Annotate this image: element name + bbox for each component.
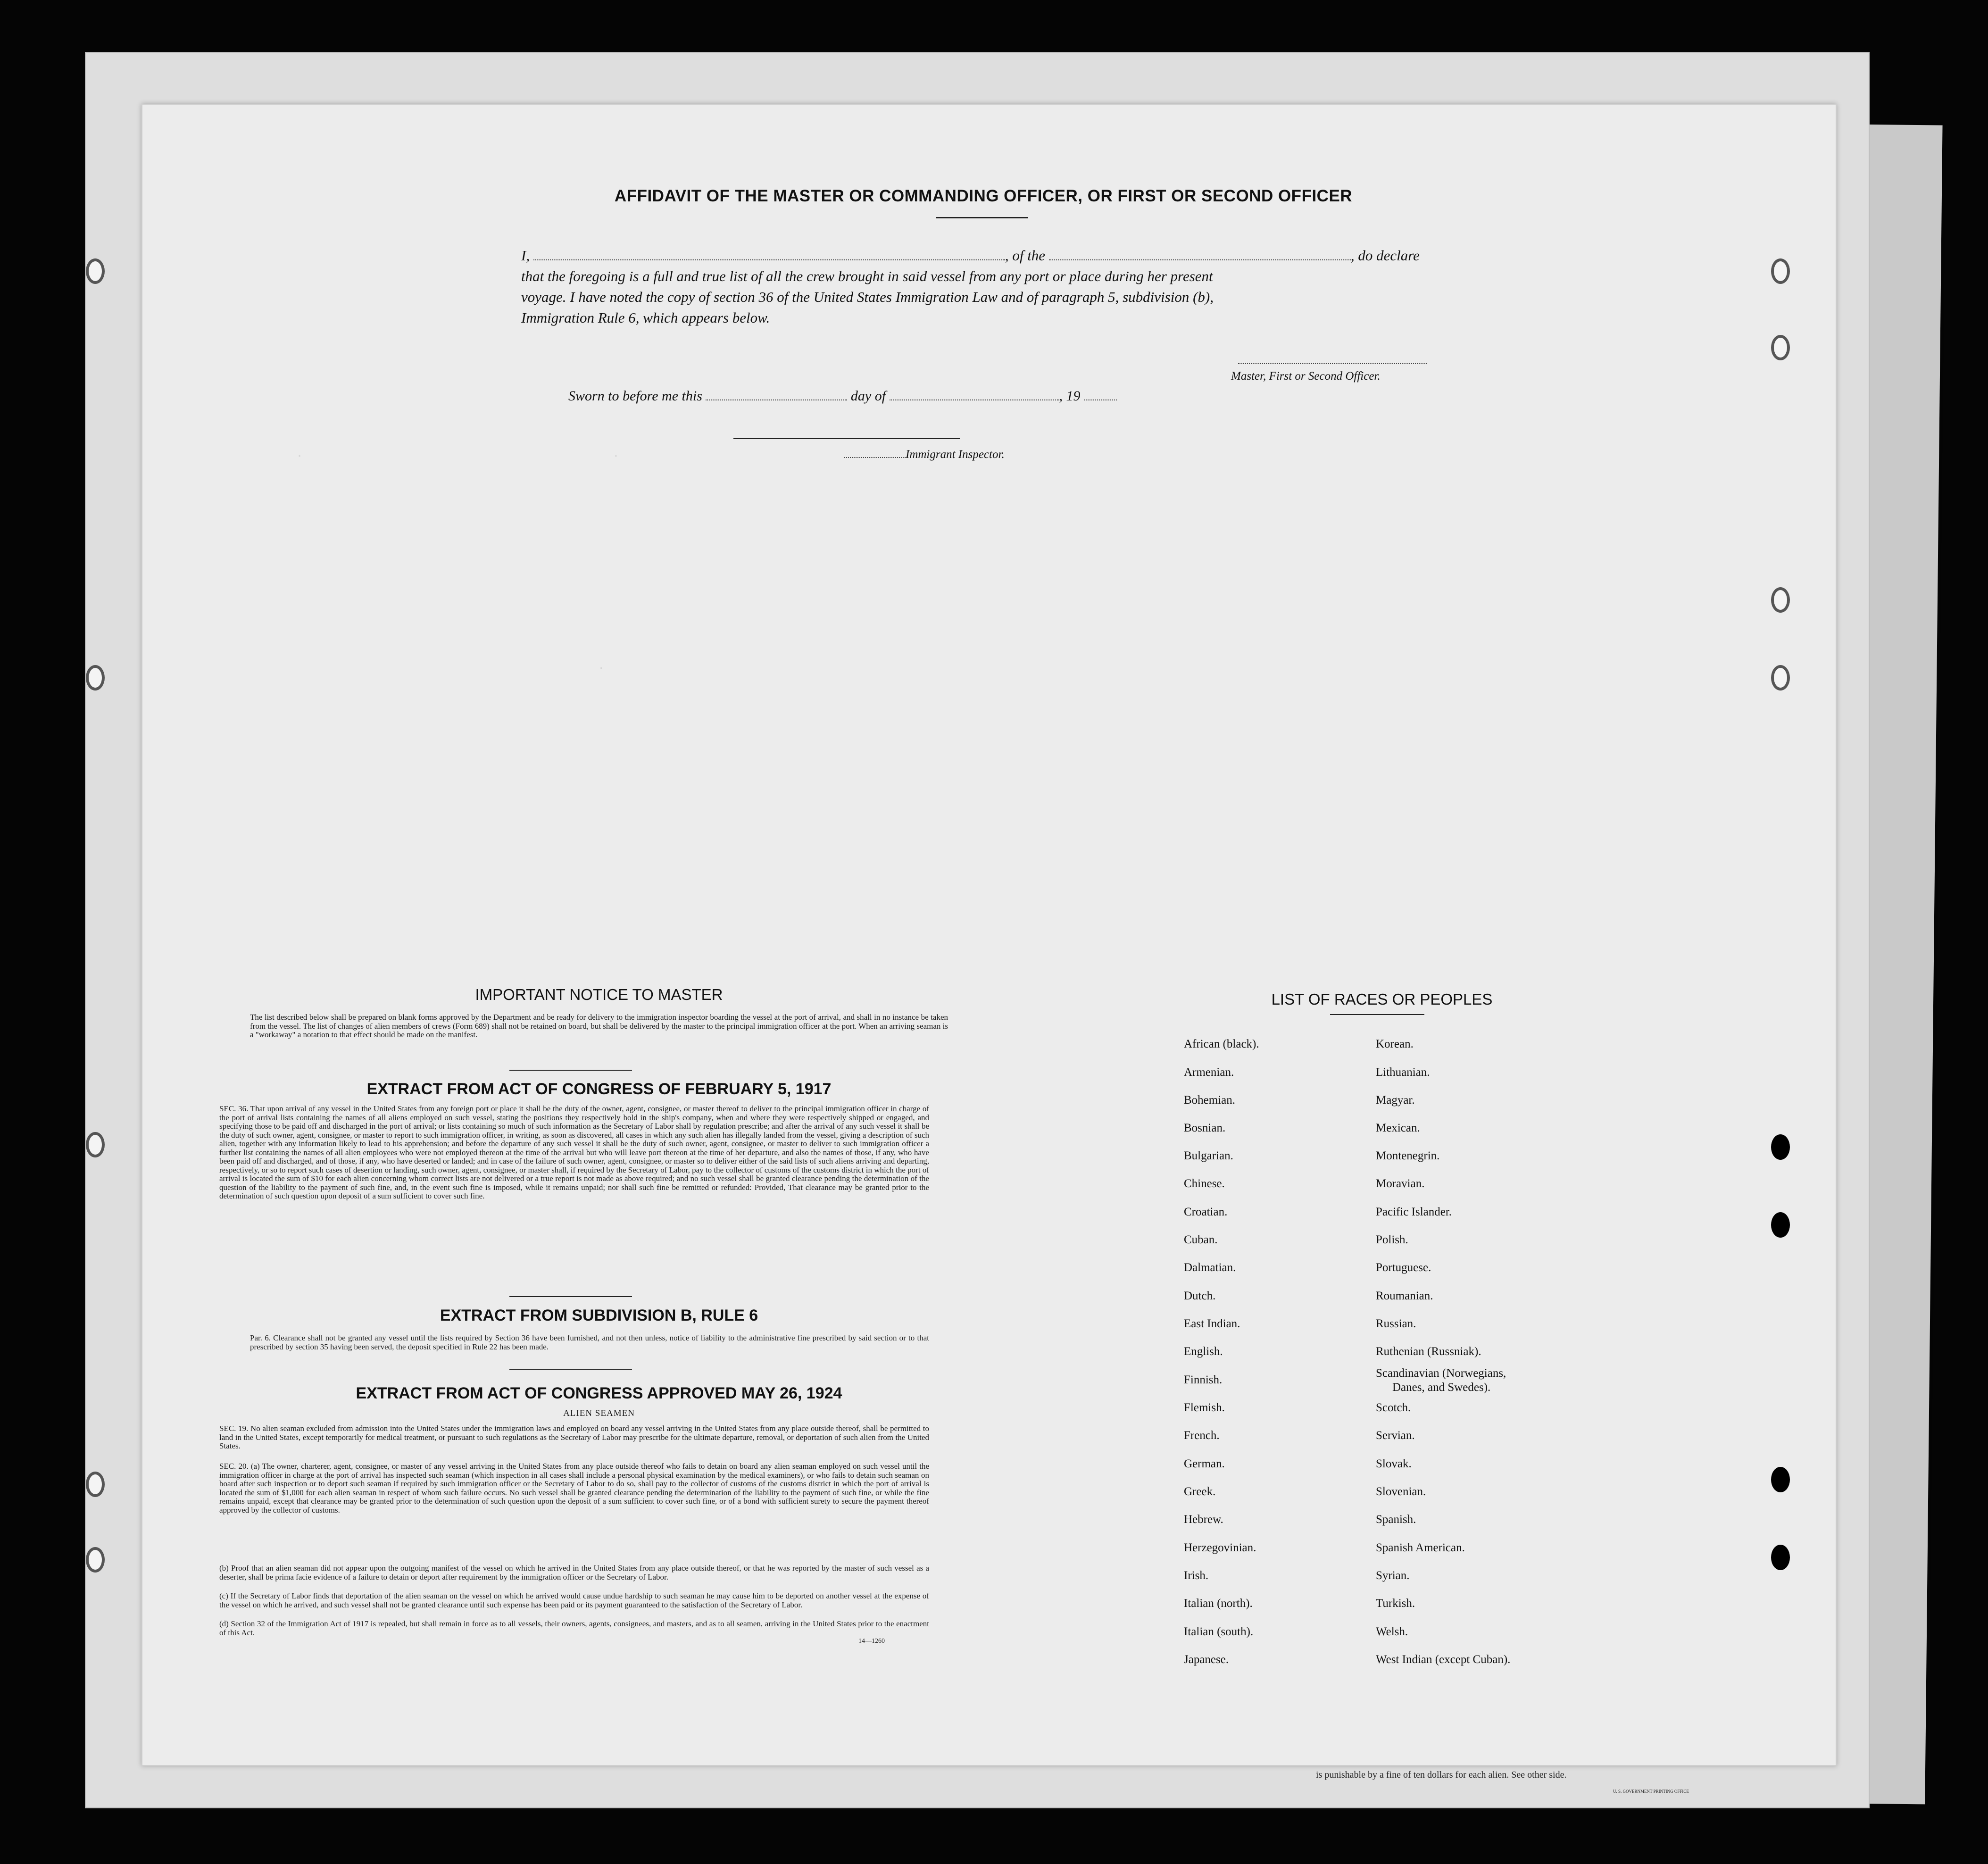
race-item: Bosnian. xyxy=(1184,1122,1226,1134)
binder-hole xyxy=(1771,335,1790,360)
race-item: Finnish. xyxy=(1184,1373,1223,1386)
binder-hole xyxy=(1771,258,1790,284)
race-item: Bohemian. xyxy=(1184,1094,1236,1107)
race-item: East Indian. xyxy=(1184,1317,1240,1330)
sworn-day-blank[interactable] xyxy=(706,399,847,400)
race-item: Flemish. xyxy=(1184,1401,1225,1414)
affidavit-of-the: , of the xyxy=(1005,247,1046,264)
race-item: Armenian. xyxy=(1184,1066,1234,1079)
race-item: Danes, and Swedes). xyxy=(1392,1381,1491,1394)
race-item: Irish. xyxy=(1184,1569,1209,1582)
name-blank[interactable] xyxy=(533,259,1005,260)
affidavit-i: I, xyxy=(521,247,530,264)
binder-hole xyxy=(1771,665,1790,691)
binder-hole xyxy=(86,1547,105,1573)
race-item: Slovenian. xyxy=(1376,1485,1426,1498)
race-item: Dalmatian. xyxy=(1184,1261,1236,1274)
section-rule xyxy=(509,1369,632,1370)
race-item: Portuguese. xyxy=(1376,1261,1431,1274)
race-item: Lithuanian. xyxy=(1376,1066,1430,1079)
affidavit-first-line xyxy=(521,245,1464,266)
affidavit-line-2: that the foregoing is a full and true list of all the crew brought in said vessel from any port or place during her present xyxy=(521,268,1213,284)
race-item: Korean. xyxy=(1376,1038,1414,1050)
binder-hole xyxy=(86,258,105,284)
race-item: Greek. xyxy=(1184,1485,1216,1498)
inspector-dots xyxy=(844,457,906,458)
race-item: Herzegovinian. xyxy=(1184,1541,1256,1554)
bleed-through-row: · · xyxy=(171,449,620,463)
race-item: Scandinavian (Norwegians, xyxy=(1376,1367,1506,1380)
race-item: Roumanian. xyxy=(1376,1290,1433,1302)
race-item: Magyar. xyxy=(1376,1094,1415,1107)
sec20d-text: (d) Section 32 of the Immigration Act of 1917 is repealed, but shall remain in force as to all vessels, their owners, agents, consignees, and masters, and as to all seamen, arriving in the United States prior to the enactment of this Act. xyxy=(219,1619,929,1637)
race-item: Dutch. xyxy=(1184,1290,1216,1302)
race-item: Welsh. xyxy=(1376,1625,1408,1638)
section-rule xyxy=(509,1296,632,1297)
races-title: LIST OF RACES OR PEOPLES xyxy=(1271,990,1493,1008)
race-item: Bulgarian. xyxy=(1184,1149,1233,1162)
sworn-month-blank[interactable] xyxy=(890,399,1059,400)
sworn-label: Sworn to before me this xyxy=(568,388,702,404)
race-item: African (black). xyxy=(1184,1038,1259,1050)
form-number: 14—1260 xyxy=(858,1638,885,1645)
extract-1924-title: EXTRACT FROM ACT OF CONGRESS APPROVED MAY 26, 1924 xyxy=(356,1384,842,1402)
race-item: Moravian. xyxy=(1376,1177,1425,1190)
rule6-text: Par. 6. Clearance shall not be granted any vessel until the lists required by Section 36 have been furnished, and not then unless, notice of liability to the administrative fine prescribed by said section or to that prescribed by section 35 having been served, the deposit specified in Rule 22 has been made. xyxy=(250,1333,929,1351)
race-item: Turkish. xyxy=(1376,1597,1415,1610)
races-rule xyxy=(1330,1014,1424,1015)
binder-hole xyxy=(86,1472,105,1497)
race-item: Italian (south). xyxy=(1184,1625,1254,1638)
race-item: Syrian. xyxy=(1376,1569,1410,1582)
binder-hole xyxy=(1771,1467,1790,1492)
race-item: Italian (north). xyxy=(1184,1597,1253,1610)
title-rule xyxy=(936,217,1028,218)
race-item: Slovak. xyxy=(1376,1457,1412,1470)
affidavit-line-4: Immigration Rule 6, which appears below. xyxy=(521,309,770,326)
inspector-label xyxy=(844,448,1005,461)
race-item: French. xyxy=(1184,1429,1220,1442)
race-item: Russian. xyxy=(1376,1317,1416,1330)
sec20c-text: (c) If the Secretary of Labor finds that deportation of the alien seaman on the vessel on which he arrived would cause undue hardship to such seaman he may cause him to be deported on another vessel at the expense of the vessel on which he arrived, and such vessel shall not be granted clearance until such expense has been paid or its payment guaranteed to the satisfaction of the Secretary of Labor. xyxy=(219,1591,929,1609)
fine-footnote: is punishable by a fine of ten dollars for each alien. See other side. xyxy=(1316,1770,1567,1780)
binder-hole xyxy=(1771,1134,1790,1160)
bleed-through-row: · xyxy=(171,661,605,675)
race-item: Scotch. xyxy=(1376,1401,1411,1414)
inspector-signature-blank[interactable] xyxy=(733,438,960,439)
race-item: Croatian. xyxy=(1184,1206,1228,1218)
notice-title: IMPORTANT NOTICE TO MASTER xyxy=(475,986,723,1003)
race-item: Japanese. xyxy=(1184,1653,1229,1666)
sworn-line xyxy=(568,386,1229,407)
affidavit-line-3: voyage. I have noted the copy of section 36 of the United States Immigration Law and of paragraph 5, subdivision (b), xyxy=(521,289,1214,305)
day-of-label: day of xyxy=(850,388,886,404)
extract-1917-text: SEC. 36. That upon arrival of any vessel in the United States from any foreign port or place it shall be the duty of the owner, agent, consignee, or master thereof to deliver to the principal immigration officer in charge of the port of arrival lists containing the names of all aliens employed on such vessel, stating the positions they respectively hold in the ship's company, when and where they were respectively shipped or engaged, and specifying those to be paid off and discharged in the port of arrival; or lists containing so much of such information as the Secretary of Labor shall by regulation prescribe; and after the arrival of any such vessel it shall be the duty of such owner, agent, consignee, or master to report to such immigration officer, in writing, as soon as discovered, all cases in which any such alien has illegally landed from the vessel, giving a description of such alien, together with any information likely to lead to his apprehension; and before the departure of any such vessel it shall be the duty of such owner, agent, consignee, or master to deliver to such immigration officer a further list containing the names of all alien employees who were not employed thereon at the time of the arrival but who will leave port thereon at the time of her departure, and also the names of those, if any, who have been paid off and discharged, and of those, if any, who have deserted or landed; and in case of the failure of such owner, agent, consignee, or master so to deliver either of the said lists of such aliens arriving and departing, respectively, or so to report such cases of desertion or landing, such owner, agent, consignee, or master shall, if required by the Secretary of Labor, pay to the collector of customs of the customs district in which the port of arrival is located the sum of $10 for each alien concerning whom correct lists are not delivered or a true report is not made as above required; and no such vessel shall be granted clearance pending the determination of the question of the liability to the payment of such fine, and, in the event such fine is imposed, while it remains unpaid; nor shall such fine be remitted or refunded: Provided, That clearance may be granted prior to the determination of such question upon deposit of a sum sufficient to cover such fine. xyxy=(219,1104,929,1200)
master-signature-blank[interactable] xyxy=(1238,363,1427,364)
printer-imprint: U. S. GOVERNMENT PRINTING OFFICE xyxy=(1613,1789,1689,1794)
race-item: Spanish. xyxy=(1376,1513,1416,1526)
race-item: English. xyxy=(1184,1345,1223,1358)
race-item: German. xyxy=(1184,1457,1225,1470)
sworn-year-blank[interactable] xyxy=(1084,399,1117,400)
race-item: Montenegrin. xyxy=(1376,1149,1440,1162)
race-item: Hebrew. xyxy=(1184,1513,1223,1526)
sec20b-text: (b) Proof that an alien seaman did not appear upon the outgoing manifest of the vessel on which he arrived in the United States from any place outside thereof, or that he was reported by the master of such vessel as a deserter, shall be prima facie evidence of a failure to detain or deport after requirement by the immigration officer or the Secretary of Labor. xyxy=(219,1564,929,1581)
binder-hole xyxy=(1771,1545,1790,1570)
race-item: Servian. xyxy=(1376,1429,1415,1442)
binder-hole xyxy=(1771,587,1790,613)
rule6-title: EXTRACT FROM SUBDIVISION B, RULE 6 xyxy=(440,1306,758,1324)
sec19-text: SEC. 19. No alien seaman excluded from admission into the United States under the immigration laws and employed on board any vessel arriving in the United States from any place outside thereof, shall be permitted to land in the United States, except temporarily for medical treatment, or pursuant to such regulations as the Secretary of Labor may prescribe for the ultimate departure, removal, or deportation of such alien from the United States. xyxy=(219,1424,929,1450)
race-item: Spanish American. xyxy=(1376,1541,1465,1554)
extract-1917-title: EXTRACT FROM ACT OF CONGRESS OF FEBRUARY 5, 1917 xyxy=(366,1080,832,1098)
race-item: Polish. xyxy=(1376,1233,1408,1246)
binder-hole xyxy=(86,665,105,691)
notice-text: The list described below shall be prepared on blank forms approved by the Department and be ready for delivery to the immigration inspector boarding the vessel at the port of arrival, and shall in no instance be taken from the vessel. The list of changes of alien members of crews (Form 689) shall not be retained on board, but shall be delivered by the master to the principal immigration officer at the port. When an arriving seaman is a "workaway" a notation to that effect should be made on the manifest. xyxy=(250,1013,948,1039)
binder-hole xyxy=(1771,1212,1790,1238)
race-item: Chinese. xyxy=(1184,1177,1225,1190)
vessel-blank[interactable] xyxy=(1049,259,1351,260)
inspector-text: Immigrant Inspector. xyxy=(906,448,1005,461)
race-item: Mexican. xyxy=(1376,1122,1420,1134)
alien-seamen-subtitle: ALIEN SEAMEN xyxy=(563,1408,635,1418)
affidavit-declare: , do declare xyxy=(1350,247,1420,264)
binder-hole xyxy=(86,1132,105,1157)
race-item: Pacific Islander. xyxy=(1376,1206,1452,1218)
sec20a-text: SEC. 20. (a) The owner, charterer, agent, consignee, or master of any vessel arriving in the United States from any place outside thereof who fails to detain on board any alien seaman employed on such vessel until the immigration officer in charge at the port of arrival has inspected such seaman (which inspection in all cases shall include a personal physical examination by the medical examiners), or who fails to detain such seaman on board after such inspection or to deport such seaman if required by such immigration officer or the Secretary of Labor to do so, shall pay to the collector of customs of the customs district in which the port of arrival is located the sum of $1,000 for each alien seaman in respect of whom such failure occurs. No such vessel shall be granted clearance pending the determination of the liability to the payment of such fine, or while the fine remains unpaid, except that clearance may be granted prior to the determination of such question upon the deposit of a sum sufficient to cover such fine, or of a bond with sufficient surety to secure the payment thereof approved by the collector of customs. xyxy=(219,1462,929,1514)
section-rule xyxy=(509,1070,632,1071)
race-item: Cuban. xyxy=(1184,1233,1218,1246)
main-form-sheet xyxy=(141,104,1837,1766)
race-item: West Indian (except Cuban). xyxy=(1376,1653,1511,1666)
race-item: Ruthenian (Russniak). xyxy=(1376,1345,1481,1358)
affidavit-title: AFFIDAVIT OF THE MASTER OR COMMANDING OFFICER, OR FIRST OR SECOND OFFICER xyxy=(614,187,1353,205)
master-signature-label: Master, First or Second Officer. xyxy=(1231,370,1381,383)
year-label: , 19 xyxy=(1059,388,1081,404)
